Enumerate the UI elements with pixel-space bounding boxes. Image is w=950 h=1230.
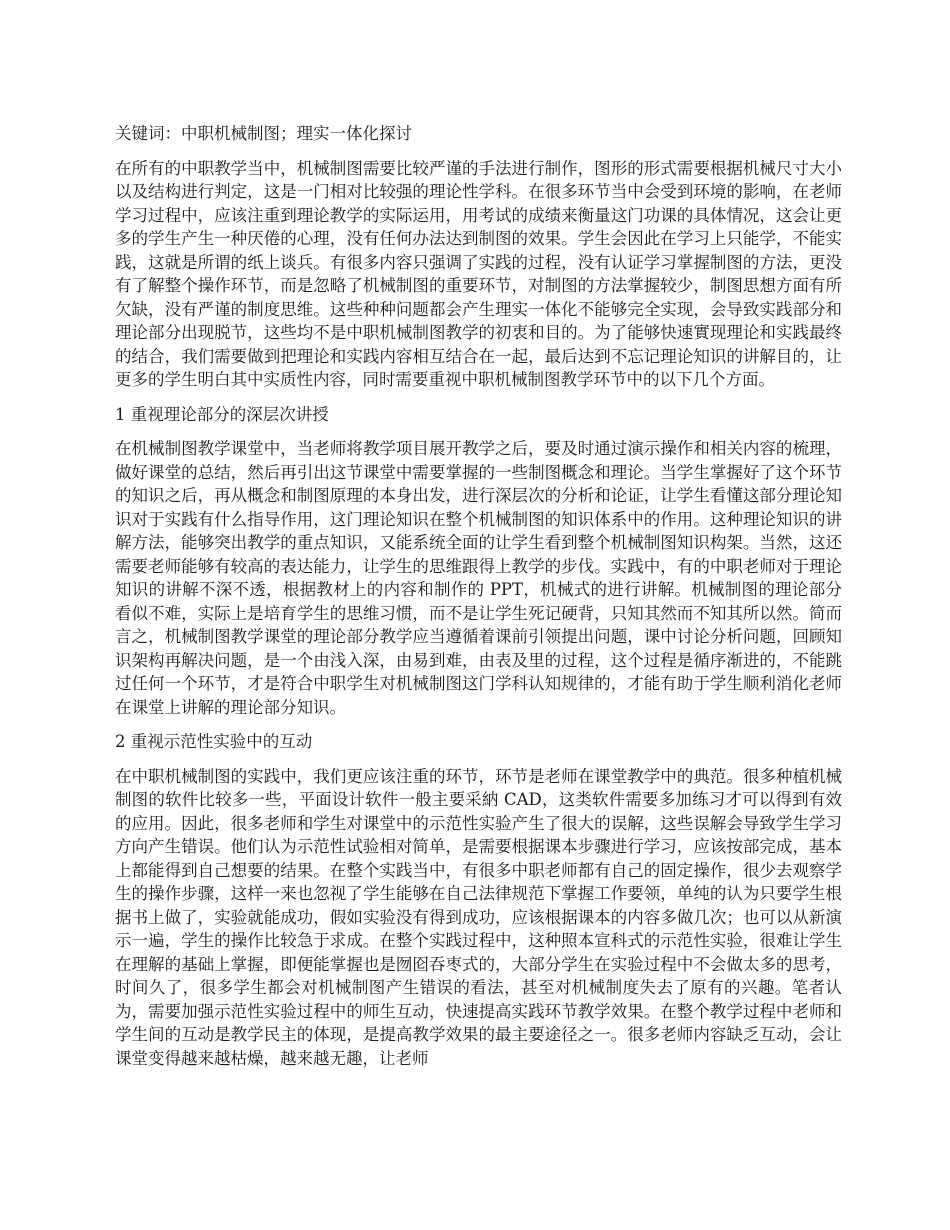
section-2-heading: 2 重视示范性实验中的互动 xyxy=(115,732,313,751)
section-1-heading: 1 重视理论部分的深层次讲授 xyxy=(115,404,329,424)
section-1-paragraph: 在机械制图教学课堂中，当老师将教学项目展开教学之后，要及时通过演示操作和相关内容的梳理，做好课堂的总结，然后再引出这节课堂中需要掌握的一些制图概念和理论。当学生掌握好了这个环节的知识之后，再从概念和制图原理的本身出发，进行深层次的分析和论证，让学生看懂这部分理论知识对于实践有什么指导作用，这门理论知识在整个机械制图的知识体系中的作用。这种理论知识的讲解方法，能够突出教学的重点知识，又能系统全面的让学生看到整个机械制图知识构架。当然，这还需要老师能够有较高的表达能力，让学生的思维跟得上教学的步伐。实践中，有的中职老师对于理论知识的讲解不深不透，根据教材上的内容和制作的 PPT，机械式的进行讲解。机械制图的理论部分看似不难，实际上是培育学生的思维习惯，而不是让学生死记硬背，只知其然而不知其所以然。简而言之，机械制图教学课堂的理论部分教学应当遵循着课前引领提出问题，课中讨论分析问题，回顾知识架构再解决问题，是一个由浅入深，由易到难，由表及里的过程，这个过程是循序渐进的，不能跳过任何一个环节，才是符合中职学生对机械制图这门学科认知规律的，才能有助于学生顺利消化老师在课堂上讲解的理论部分知识。 xyxy=(115,439,842,717)
section-2-paragraph: 在中职机械制图的实践中，我们更应该注重的环节，环节是老师在课堂教学中的典范。很多种植机械制图的软件比较多一些，平面设计软件一般主要采納 CAD，这类软件需要多加练习才可以得到有效的应用。因此，很多老师和学生对课堂中的示范性实验产生了很大的误解，这些误解会导致学生学习方向产生错误。他们认为示范性试验相对简单，是需要根据课本步骤进行学习，应该按部完成，基本上都能得到自己想要的结果。在整个实践当中，有很多中职老师都有自己的固定操作，很少去观察学生的操作步骤，这样一来也忽视了学生能够在自己法律规范下掌握工作要领，单纯的认为只要学生根据书上做了，实验就能成功，假如实验没有得到成功，应该根据课本的内容多做几次；也可以从新演示一遍，学生的操作比较急于求成。在整个实践过程中，这种照本宣科式的示范性实验，很难让学生在理解的基础上掌握，即便能掌握也是囫囵吞枣式的，大部分学生在实验过程中不会做太多的思考，时间久了，很多学生都会对机械制图产生错误的看法，甚至对机械制度失去了原有的兴趣。笔者认为，需要加强示范性实验过程中的师生互动，快速提高实践环节教学效果。在整个教学过程中老师和学生间的互动是教学民主的体现，是提高教学效果的最主要途径之一。很多老师内容缺乏互动，会让课堂变得越来越枯燥，越来越无趣，让老师 xyxy=(115,766,842,1068)
keywords-line: 关键词：中职机械制图；理实一体化探讨 xyxy=(115,124,412,143)
document-page xyxy=(115,122,842,1081)
intro-paragraph: 在所有的中职教学当中，机械制图需要比较严谨的手法进行制作，图形的形式需要根据机械尺寸大小以及结构进行判定，这是一门相对比较强的理论性学科。在很多环节当中会受到环境的影响，在老师学习过程中，应该注重到理论教学的实际运用，用考试的成绩来衡量这门功课的具体情况，这会让更多的学生产生一种厌倦的心理，没有任何办法达到制图的效果。学生会因此在学习上只能学，不能实践，这就是所谓的纸上谈兵。有很多内容只强调了实践的过程，没有认证学习掌握制图的方法，更没有了解整个操作环节，而是忽略了机械制图的重要环节，对制图的方法掌握较少，制图思想方面有所欠缺，没有严谨的制度思维。这些种种问题都会产生理实一体化不能够完全实现，会导致实践部分和理论部分出现脱节，这些均不是中职机械制图教学的初衷和目的。为了能够快速實现理论和实践最终的结合，我们需要做到把理论和实践内容相互结合在一起，最后达到不忘记理论知识的讲解目的，让更多的学生明白其中实质性内容，同时需要重视中职机械制图教学环节中的以下几个方面。 xyxy=(115,158,842,389)
